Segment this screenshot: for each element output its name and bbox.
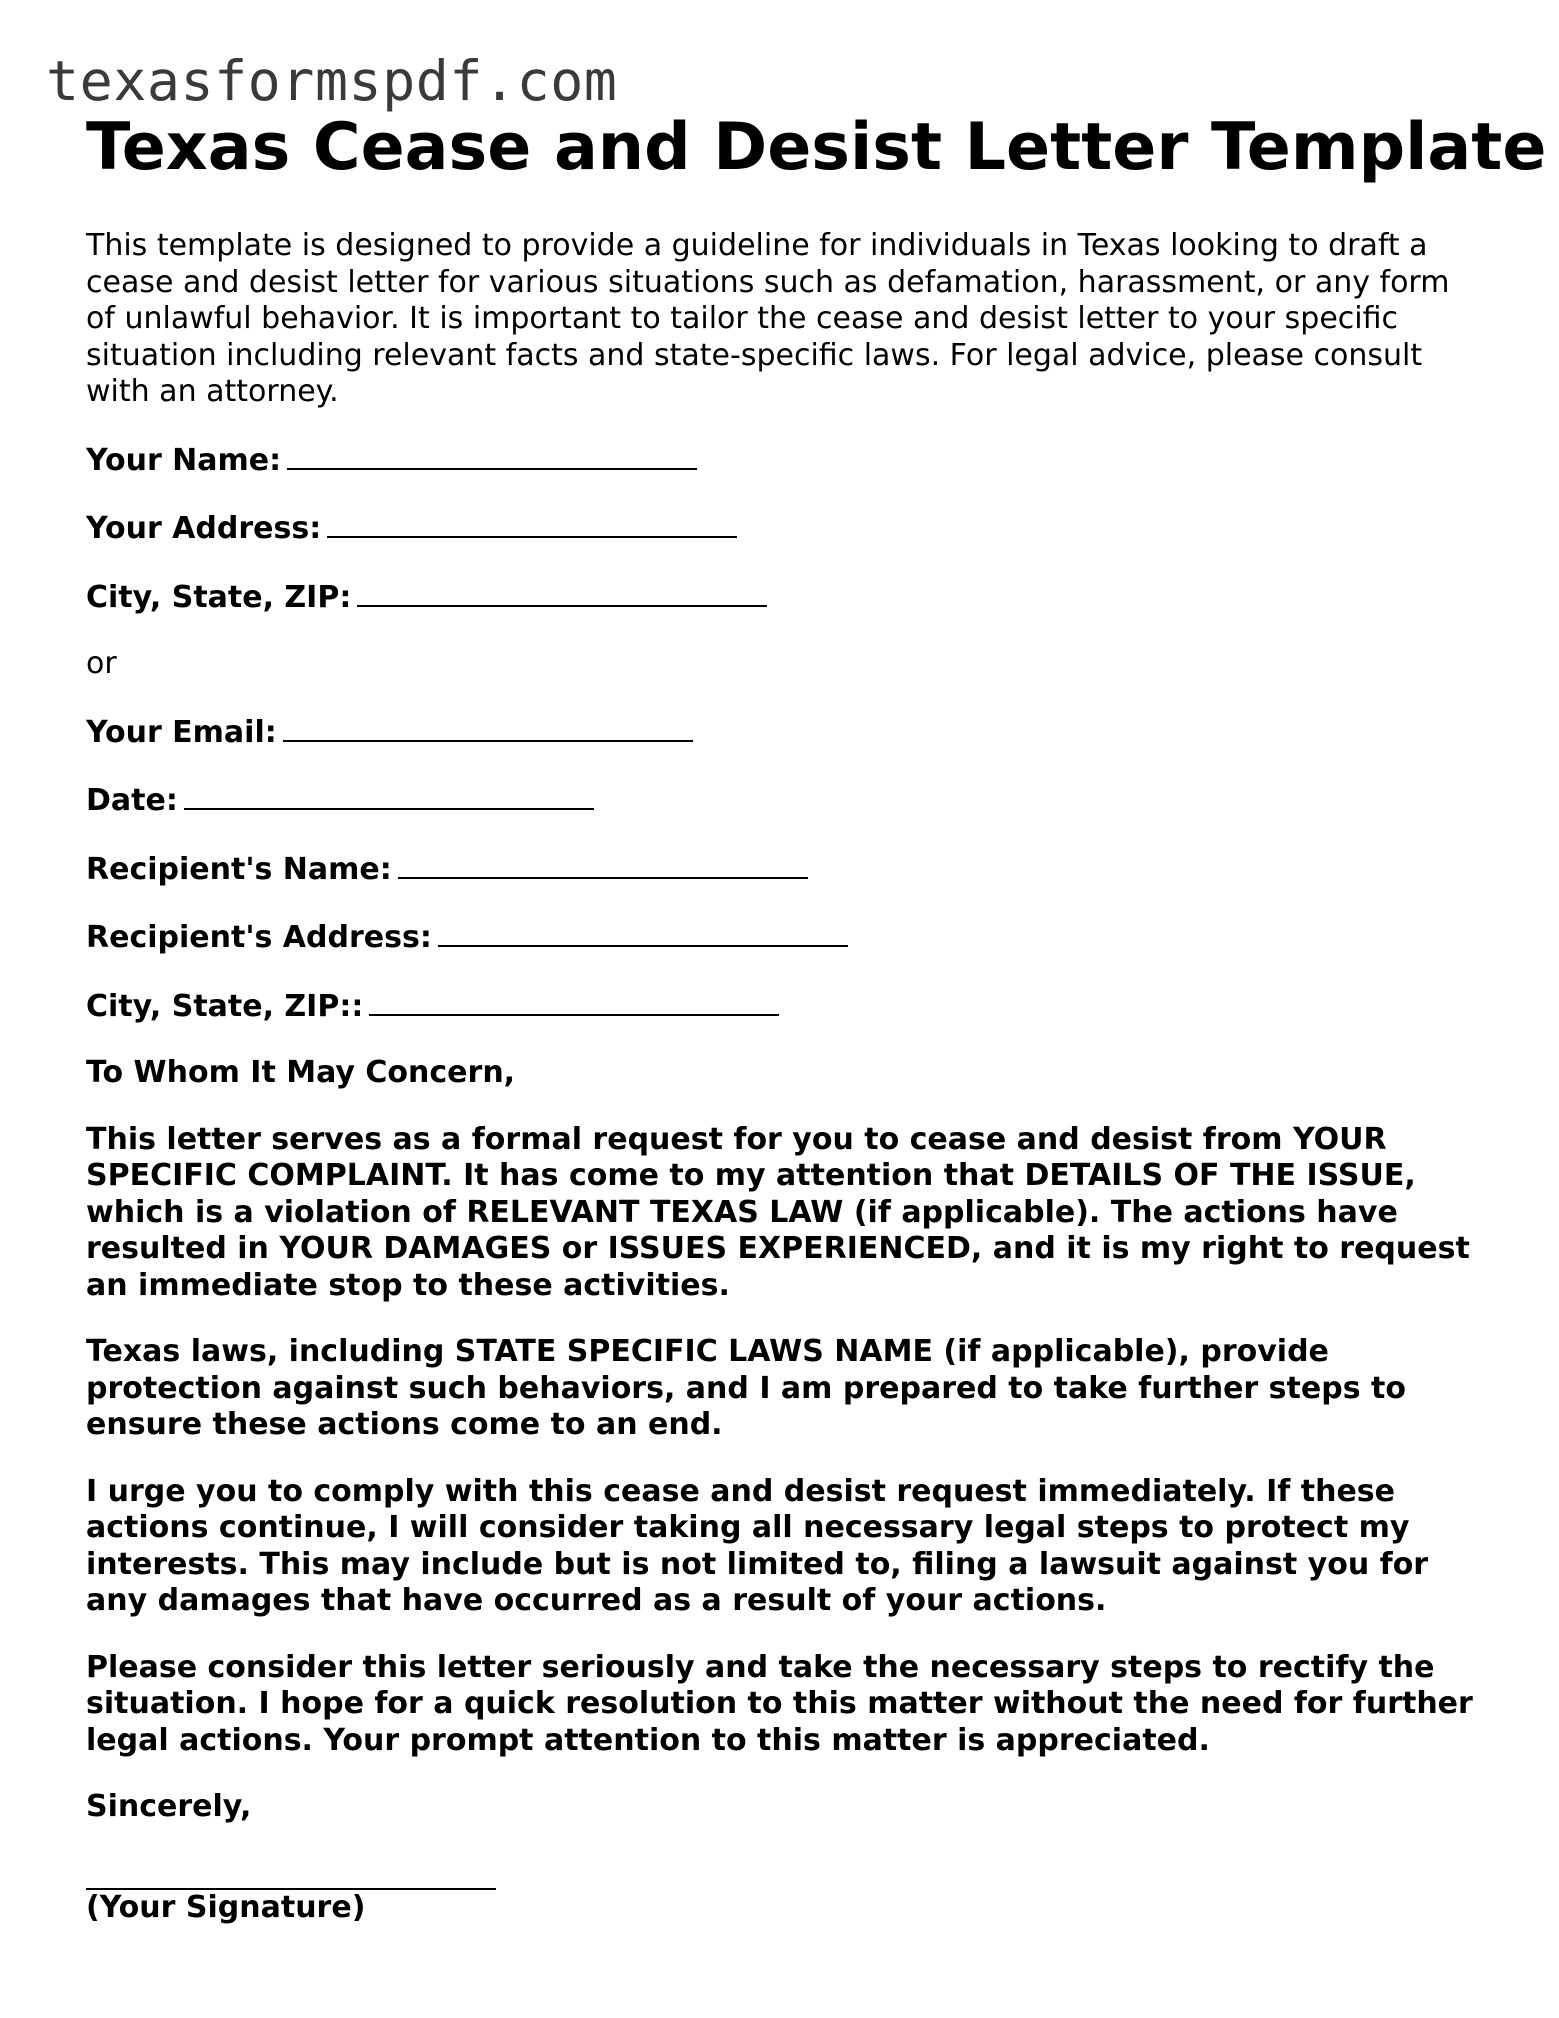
date-field bbox=[86, 781, 1486, 820]
body-paragraph-2: Texas laws, including STATE SPECIFIC LAWS NAME (if applicable), provide protection against such behaviors, and I am prepared to take further steps to ensure these actions come to an end. bbox=[86, 1334, 1406, 1442]
recipient-address-blank[interactable] bbox=[438, 918, 848, 947]
page-title: Texas Cease and Desist Letter Template bbox=[86, 110, 1547, 185]
your-email-field bbox=[86, 713, 1486, 752]
your-address-label: Your Address: bbox=[86, 511, 322, 546]
date-blank[interactable] bbox=[184, 781, 594, 810]
closing: Sincerely, bbox=[86, 1789, 252, 1824]
site-watermark: texasformspdf.com bbox=[46, 49, 618, 113]
your-name-field bbox=[86, 441, 1486, 480]
your-address-field bbox=[86, 509, 1486, 548]
letter-template bbox=[86, 108, 1547, 1926]
your-email-blank[interactable] bbox=[283, 713, 693, 742]
recipient-name-blank[interactable] bbox=[398, 850, 808, 879]
body-paragraph-3: I urge you to comply with this cease and desist request immediately. If these actions continue, I will consider taking all necessary legal steps to protect my interests. This may include but is not limited to, filing a lawsuit against you for any damages that have occurred as a result of your actions. bbox=[86, 1473, 1429, 1618]
your-city-state-zip-blank[interactable] bbox=[357, 578, 767, 607]
or-separator: or bbox=[86, 646, 117, 681]
date-label: Date: bbox=[86, 783, 178, 818]
your-name-blank[interactable] bbox=[287, 441, 697, 470]
your-city-state-zip-field bbox=[86, 578, 1486, 617]
body-paragraph-1: This letter serves as a formal request for you to cease and desist from YOUR SPECIFIC COMPLAINT. It has come to my attention that DETAILS OF THE ISSUE, which is a violation of RELEVANT TEXAS LAW (if applicable). The actions have resulted in YOUR DAMAGES or ISSUES EXPERIENCED, and it is my right to request an immediate stop to these activities. bbox=[86, 1121, 1470, 1303]
salutation: To Whom It May Concern, bbox=[86, 1055, 516, 1090]
recipient-city-state-zip-field bbox=[86, 987, 1486, 1026]
recipient-name-field bbox=[86, 850, 1486, 889]
intro-paragraph: This template is designed to provide a guideline for individuals in Texas looking to draft a cease and desist letter for various situations such as defamation, harassment, or any form of unlawful behavior. It is important to tailor the cease and desist letter to your specific situation including relevant facts and state-specific laws. For legal advice, please consult with an attorney. bbox=[86, 228, 1450, 409]
your-city-state-zip-label: City, State, ZIP: bbox=[86, 579, 352, 615]
recipient-city-state-zip-blank[interactable] bbox=[369, 987, 779, 1016]
recipient-address-label: Recipient's Address: bbox=[86, 920, 432, 955]
your-address-blank[interactable] bbox=[327, 509, 737, 538]
your-email-label: Your Email: bbox=[86, 714, 277, 750]
recipient-city-state-zip-label: City, State, ZIP:: bbox=[86, 988, 364, 1024]
body-paragraph-4: Please consider this letter seriously and take the necessary steps to rectify the situation. I hope for a quick resolution to this matter without the need for further legal actions. Your prompt attention to this matter is appreciated. bbox=[86, 1649, 1473, 1758]
your-name-label: Your Name: bbox=[86, 442, 282, 478]
recipient-name-label: Recipient's Name: bbox=[86, 851, 392, 887]
recipient-address-field bbox=[86, 918, 1486, 957]
signature-label: (Your Signature) bbox=[86, 1889, 366, 1925]
